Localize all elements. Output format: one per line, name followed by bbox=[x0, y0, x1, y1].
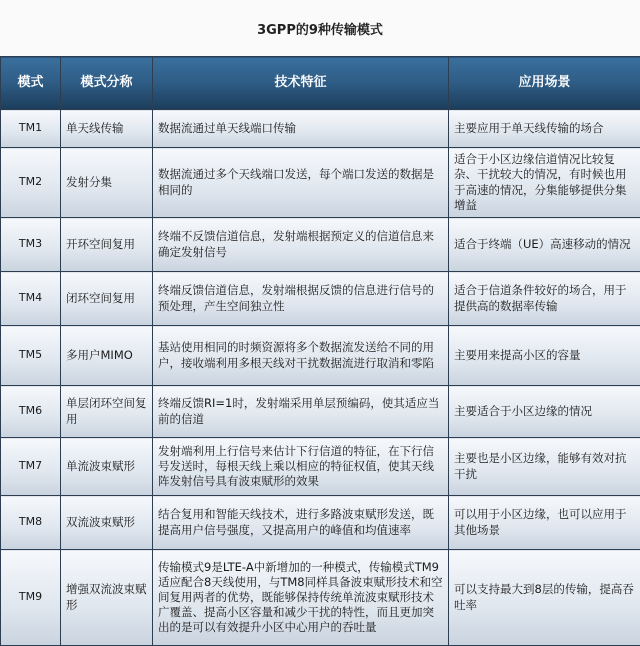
cell-scenario: 主要用来提高小区的容量 bbox=[449, 326, 640, 386]
cell-mode: TM2 bbox=[1, 148, 61, 218]
cell-name: 多用户MIMO bbox=[61, 326, 153, 386]
table-row bbox=[1, 550, 640, 646]
cell-name: 单层闭环空间复用 bbox=[61, 386, 153, 438]
cell-feature: 终端反馈RI=1时，发射端采用单层预编码，使其适应当前的信道 bbox=[153, 386, 449, 438]
cell-mode: TM7 bbox=[1, 438, 61, 496]
cell-mode: TM4 bbox=[1, 272, 61, 326]
table-row bbox=[1, 218, 640, 272]
cell-feature: 发射端利用上行信号来估计下行信道的特征，在下行信号发送时，每根天线上乘以相应的特征权值，使其天线阵发射信号具有波束赋形的效果 bbox=[153, 438, 449, 496]
cell-scenario: 主要应用于单天线传输的场合 bbox=[449, 110, 640, 148]
table-row bbox=[1, 496, 640, 550]
cell-mode: TM3 bbox=[1, 218, 61, 272]
cell-feature: 数据流通过单天线端口传输 bbox=[153, 110, 449, 148]
cell-name: 闭环空间复用 bbox=[61, 272, 153, 326]
header-scenario: 应用场景 bbox=[449, 57, 640, 110]
table-row bbox=[1, 272, 640, 326]
cell-feature: 传输模式9是LTE-A中新增加的一种模式，传输模式TM9适应配合8天线使用，与TM8同样具备波束赋形技术和空间复用两者的优势，既能够保持传统单流波束赋形技术广覆盖、提高小区容量和减少干扰的特性，而且更加突出的是可以有效提升小区中心用户的吞吐量 bbox=[153, 550, 449, 646]
table-row bbox=[1, 110, 640, 148]
cell-mode: TM6 bbox=[1, 386, 61, 438]
table-title: 3GPP的9种传输模式 bbox=[0, 0, 640, 56]
cell-feature: 终端不反馈信道信息，发射端根据预定义的信道信息来确定发射信号 bbox=[153, 218, 449, 272]
header-feature: 技术特征 bbox=[153, 57, 449, 110]
cell-name: 单流波束赋形 bbox=[61, 438, 153, 496]
cell-mode: TM1 bbox=[1, 110, 61, 148]
cell-scenario: 适合于信道条件较好的场合，用于提供高的数据率传输 bbox=[449, 272, 640, 326]
cell-feature: 基站使用相同的时频资源将多个数据流发送给不同的用户，接收端利用多根天线对干扰数据流进行取消和零陷 bbox=[153, 326, 449, 386]
header-mode: 模式 bbox=[1, 57, 61, 110]
cell-scenario: 可以支持最大到8层的传输，提高吞吐率 bbox=[449, 550, 640, 646]
cell-name: 发射分集 bbox=[61, 148, 153, 218]
cell-mode: TM8 bbox=[1, 496, 61, 550]
cell-feature: 结合复用和智能天线技术，进行多路波束赋形发送，既提高用户信号强度，又提高用户的峰值和均值速率 bbox=[153, 496, 449, 550]
cell-name: 单天线传输 bbox=[61, 110, 153, 148]
cell-scenario: 适合于小区边缘信道情况比较复杂、干扰较大的情况，有时候也用于高速的情况，分集能够提供分集增益 bbox=[449, 148, 640, 218]
header-row bbox=[1, 57, 640, 110]
cell-mode: TM5 bbox=[1, 326, 61, 386]
cell-name: 双流波束赋形 bbox=[61, 496, 153, 550]
cell-name: 开环空间复用 bbox=[61, 218, 153, 272]
table-row bbox=[1, 386, 640, 438]
cell-feature: 终端反馈信道信息，发射端根据反馈的信息进行信号的预处理，产生空间独立性 bbox=[153, 272, 449, 326]
header-name: 模式分称 bbox=[61, 57, 153, 110]
table-row bbox=[1, 148, 640, 218]
table-row bbox=[1, 438, 640, 496]
cell-feature: 数据流通过多个天线端口发送，每个端口发送的数据是相同的 bbox=[153, 148, 449, 218]
cell-name: 增强双流波束赋形 bbox=[61, 550, 153, 646]
cell-mode: TM9 bbox=[1, 550, 61, 646]
cell-scenario: 适合于终端（UE）高速移动的情况 bbox=[449, 218, 640, 272]
table-row bbox=[1, 326, 640, 386]
cell-scenario: 主要适合于小区边缘的情况 bbox=[449, 386, 640, 438]
cell-scenario: 主要也是小区边缘，能够有效对抗干扰 bbox=[449, 438, 640, 496]
transmission-modes-table bbox=[0, 56, 640, 646]
cell-scenario: 可以用于小区边缘，也可以应用于其他场景 bbox=[449, 496, 640, 550]
